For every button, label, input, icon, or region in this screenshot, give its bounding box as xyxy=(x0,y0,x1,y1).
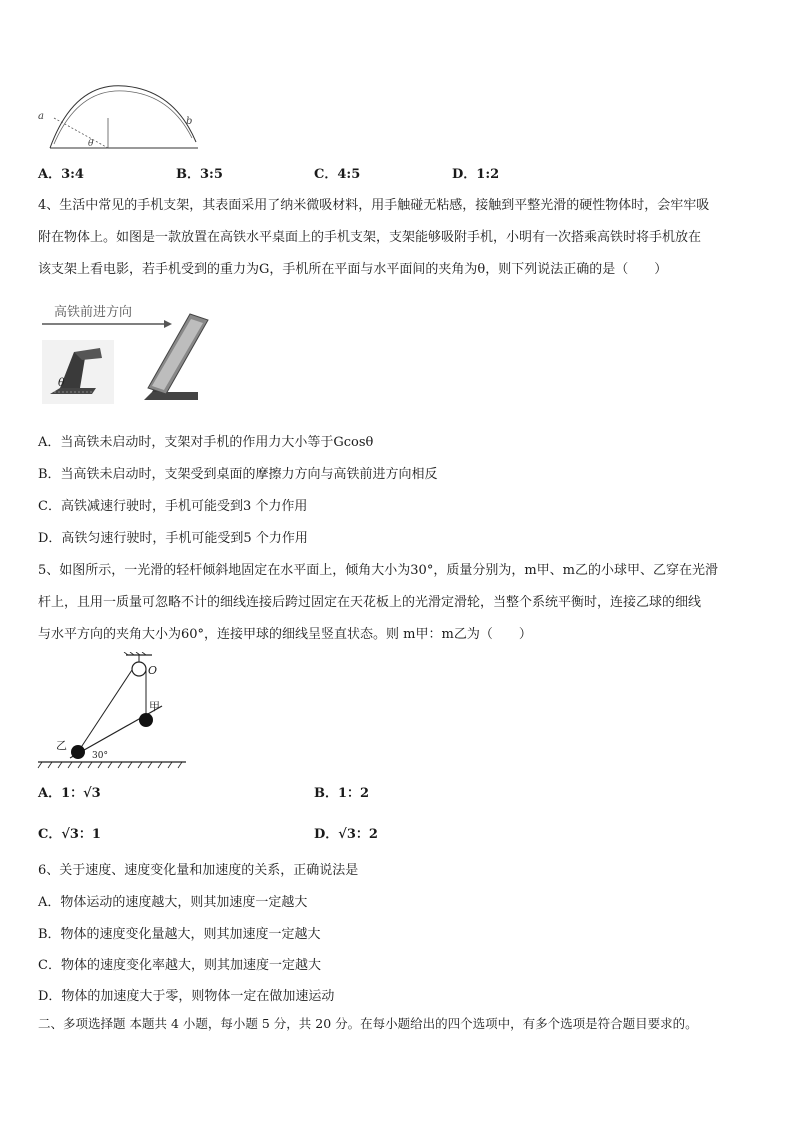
q4-stem-line-1: 4、生活中常见的手机支架，其表面采用了纳米微吸材料，用手触碰无粘感，接触到平整光滑的硬性物体时，会牢牢吸 xyxy=(38,198,710,213)
dashed-line xyxy=(54,118,108,148)
q6-stem: 6、关于速度、速度变化量和加速度的关系，正确说法是 xyxy=(38,863,359,878)
q5-option-d: D．√3：2 xyxy=(314,827,378,842)
label-O: O xyxy=(148,664,158,677)
q4-stem-line-2: 附在物体上。如图是一款放置在高铁水平桌面上的手机支架，支架能够吸附手机，小明有一次搭乘高铁时将手机放在 xyxy=(38,230,702,245)
outer-arc xyxy=(50,86,196,148)
q4-stem-line-3: 该支架上看电影，若手机受到的重力为G，手机所在平面与水平面间的夹角为θ，则下列说法正确的是（ ） xyxy=(38,262,668,277)
q5-stem-line-3: 与水平方向的夹角大小为60°，连接甲球的细线呈竖直状态。则 m甲：m乙为（ ） xyxy=(38,627,532,642)
q5-stem-line-1: 5、如图所示，一光滑的轻杆倾斜地固定在水平面上，倾角大小为30°，质量分别为，m甲、m乙的小球甲、乙穿在光滑 xyxy=(38,563,718,578)
arrow-label: 高铁前进方向 xyxy=(54,305,133,320)
ground-hatch xyxy=(38,762,182,768)
angle-theta-label: θ xyxy=(58,376,65,389)
q3-figure xyxy=(34,82,204,152)
q5-stem-line-2: 杆上，且用一质量可忽略不计的细线连接后跨过固定在天花板上的光滑定滑轮，当整个系统平衡时，连接乙球的细线 xyxy=(38,595,702,610)
direction-arrow-head xyxy=(164,320,172,328)
q6-option-c: C．物体的速度变化率越大，则其加速度一定越大 xyxy=(38,958,321,973)
ball-yi xyxy=(71,745,85,759)
q6-option-b: B．物体的速度变化量越大，则其加速度一定越大 xyxy=(38,927,321,942)
right-stand-base xyxy=(144,392,198,400)
label-yi: 乙 xyxy=(56,739,67,752)
q4-figure xyxy=(40,302,220,410)
q5-option-a: A．1：√3 xyxy=(38,786,101,801)
label-30deg: 30° xyxy=(92,751,108,761)
q3-option-d: D．1:2 xyxy=(452,167,500,182)
label-jia: 甲 xyxy=(149,700,160,713)
section-2-heading: 二、多项选择题 本题共 4 小题，每小题 5 分，共 20 分。在每小题给出的四个选项中，有多个选项是符合题目要求的。 xyxy=(38,1016,698,1031)
label-a: a xyxy=(38,111,44,122)
label-b: b xyxy=(186,116,193,127)
string-yi xyxy=(78,670,132,752)
q3-option-c: C．4:5 xyxy=(314,167,361,182)
q3-option-a: A．3:4 xyxy=(38,167,84,182)
label-theta: θ xyxy=(88,139,94,149)
ball-jia xyxy=(139,713,153,727)
inner-arc xyxy=(54,91,192,144)
q4-option-c: C．高铁减速行驶时，手机可能受到3 个力作用 xyxy=(38,499,308,514)
q3-option-b: B．3:5 xyxy=(176,167,223,182)
q4-option-b: B．当高铁未启动时，支架受到桌面的摩擦力方向与高铁前进方向相反 xyxy=(38,467,438,482)
phone-stand-diagram xyxy=(40,302,220,410)
q3-arc-diagram xyxy=(34,82,204,152)
pulley-wheel xyxy=(132,662,146,676)
q6-option-d: D．物体的加速度大于零，则物体一定在做加速运动 xyxy=(38,989,335,1004)
q4-option-d: D．高铁匀速行驶时，手机可能受到5 个力作用 xyxy=(38,531,308,546)
q5-figure xyxy=(36,652,196,772)
q4-option-a: A．当高铁未启动时，支架对手机的作用力大小等于Gcosθ xyxy=(38,435,374,450)
q5-option-b: B．1：2 xyxy=(314,786,370,801)
q5-option-c: C．√3：1 xyxy=(38,827,101,842)
pulley-diagram xyxy=(36,652,196,772)
phone-screen xyxy=(152,319,203,390)
q6-option-a: A．物体运动的速度越大，则其加速度一定越大 xyxy=(38,895,308,910)
